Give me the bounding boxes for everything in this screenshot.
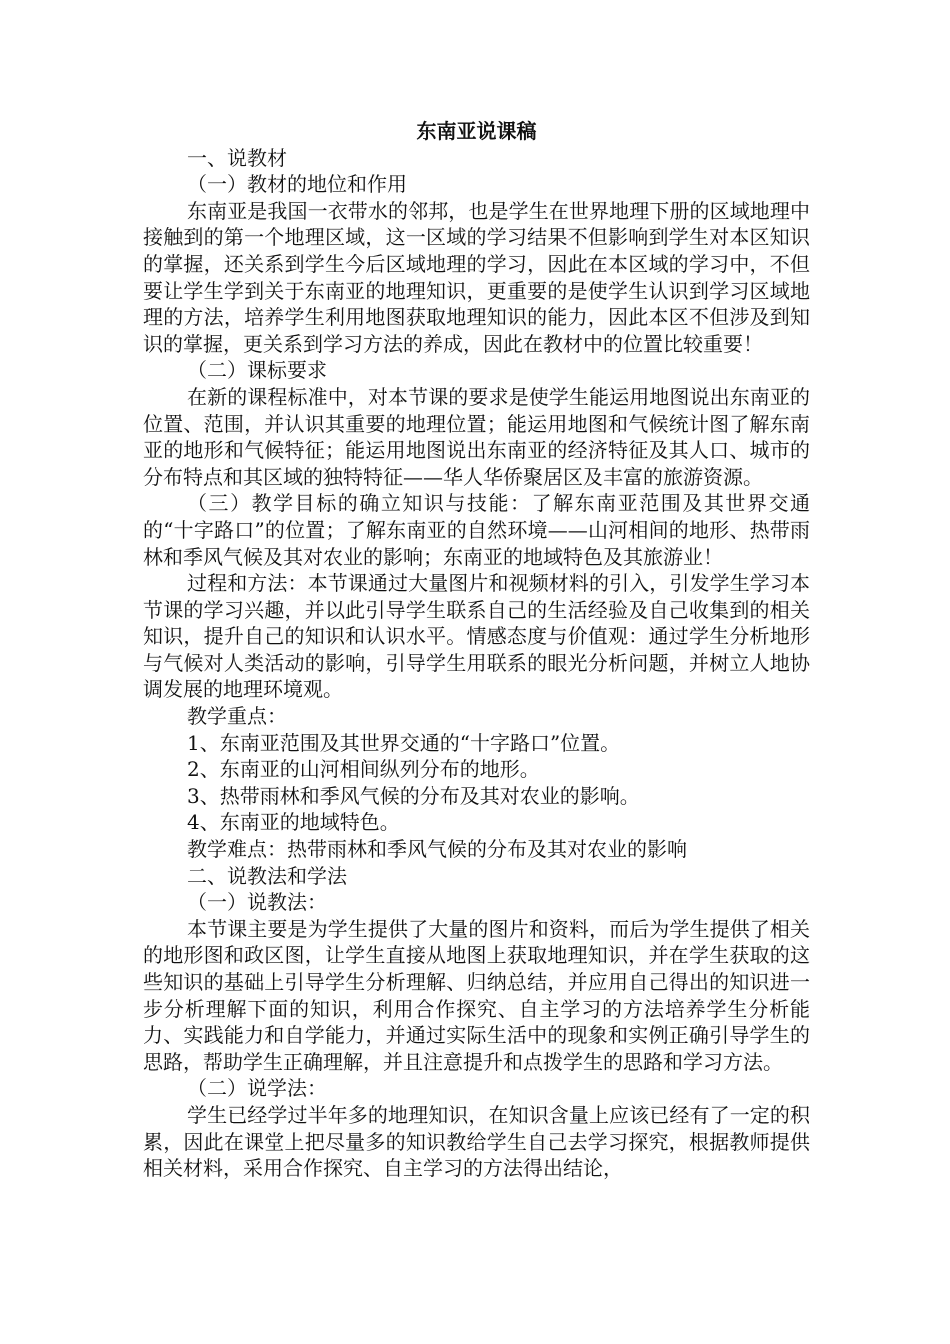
- key-point-item: 3、热带雨林和季风气候的分布及其对农业的影响。: [187, 783, 640, 808]
- section-heading-teaching-material: 一、说教材: [187, 145, 287, 170]
- paragraph-teaching-goals: （三）教学目标的确立知识与技能：了解东南亚范围及其世界交通的“十字路口”的位置；了解东南亚的自然环境——山河相间的地形、热带雨林和季风气候及其对农业的影响；东南亚的地域特色及其旅游业！: [143, 491, 810, 569]
- document-title: 东南亚说课稿: [416, 119, 537, 143]
- subheading-curriculum-standard: （二）课标要求: [187, 358, 327, 383]
- document-body: [143, 118, 810, 1182]
- teaching-difficulty: 教学难点：热带雨林和季风气候的分布及其对农业的影响: [187, 837, 687, 862]
- paragraph-curriculum-standard: 在新的课程标准中，对本节课的要求是使学生能运用地图说出东南亚的位置、范围，并认识其重要的地理位置；能运用地图和气候统计图了解东南亚的地形和气候特征；能运用地图说出东南亚的经济特征及其人口、城市的分布特点和其区域的独特特征——华人华侨聚居区及丰富的旅游资源。: [143, 384, 810, 489]
- paragraph-process-methods: 过程和方法：本节课通过大量图片和视频材料的引入，引发学生学习本节课的学习兴趣，并以此引导学生联系自己的生活经验及自己收集到的相关知识，提升自己的知识和认识水平。情感态度与价值观：通过学生分析地形与气候对人类活动的影响，引导学生用联系的眼光分析问题，并树立人地协调发展的地理环境观。: [143, 571, 810, 702]
- key-point-item: 2、东南亚的山河相间纵列分布的地形。: [187, 757, 540, 782]
- subheading-learning-method: （二）说学法：: [187, 1076, 327, 1101]
- paragraph-learning-method: 学生已经学过半年多的地理知识，在知识含量上应该已经有了一定的积累，因此在课堂上把尽量多的知识教给学生自己去学习探究，根据教师提供相关材料，采用合作探究、自主学习的方法得出结论，: [143, 1102, 810, 1181]
- subheading-material-role: （一）教材的地位和作用: [187, 172, 407, 197]
- section-heading-methods: 二、说教法和学法: [187, 863, 347, 888]
- paragraph-material-role: 东南亚是我国一衣带水的邻邦，也是学生在世界地理下册的区域地理中接触到的第一个地理区域，这一区域的学习结果不但影响到学生对本区知识的掌握，还关系到学生今后区域地理的学习，因此在本区域的学习中，不但要让学生学到关于东南亚的地理知识，更重要的是使学生认识到学习区域地理的方法，培养学生利用地图获取地理知识的能力，因此本区不但涉及到知识的掌握，更关系到学习方法的养成，因此在教材中的位置比较重要！: [143, 198, 810, 356]
- paragraph-teaching-method: 本节课主要是为学生提供了大量的图片和资料，而后为学生提供了相关的地形图和政区图，让学生直接从地图上获取地理知识，并在学生获取的这些知识的基础上引导学生分析理解、归纳总结，并应用自己得出的知识进一步分析理解下面的知识，利用合作探究、自主学习的方法培养学生分析能力、实践能力和自学能力，并通过实际生活中的现象和实例正确引导学生的思路，帮助学生正确理解，并且注意提升和点拨学生的思路和学习方法。: [143, 916, 810, 1074]
- key-point-item: 4、东南亚的地域特色。: [187, 810, 400, 835]
- subheading-teaching-method: （一）说教法：: [187, 890, 327, 915]
- key-point-item: 1、东南亚范围及其世界交通的“十字路口”位置。: [187, 730, 621, 755]
- key-points-label: 教学重点：: [187, 704, 287, 729]
